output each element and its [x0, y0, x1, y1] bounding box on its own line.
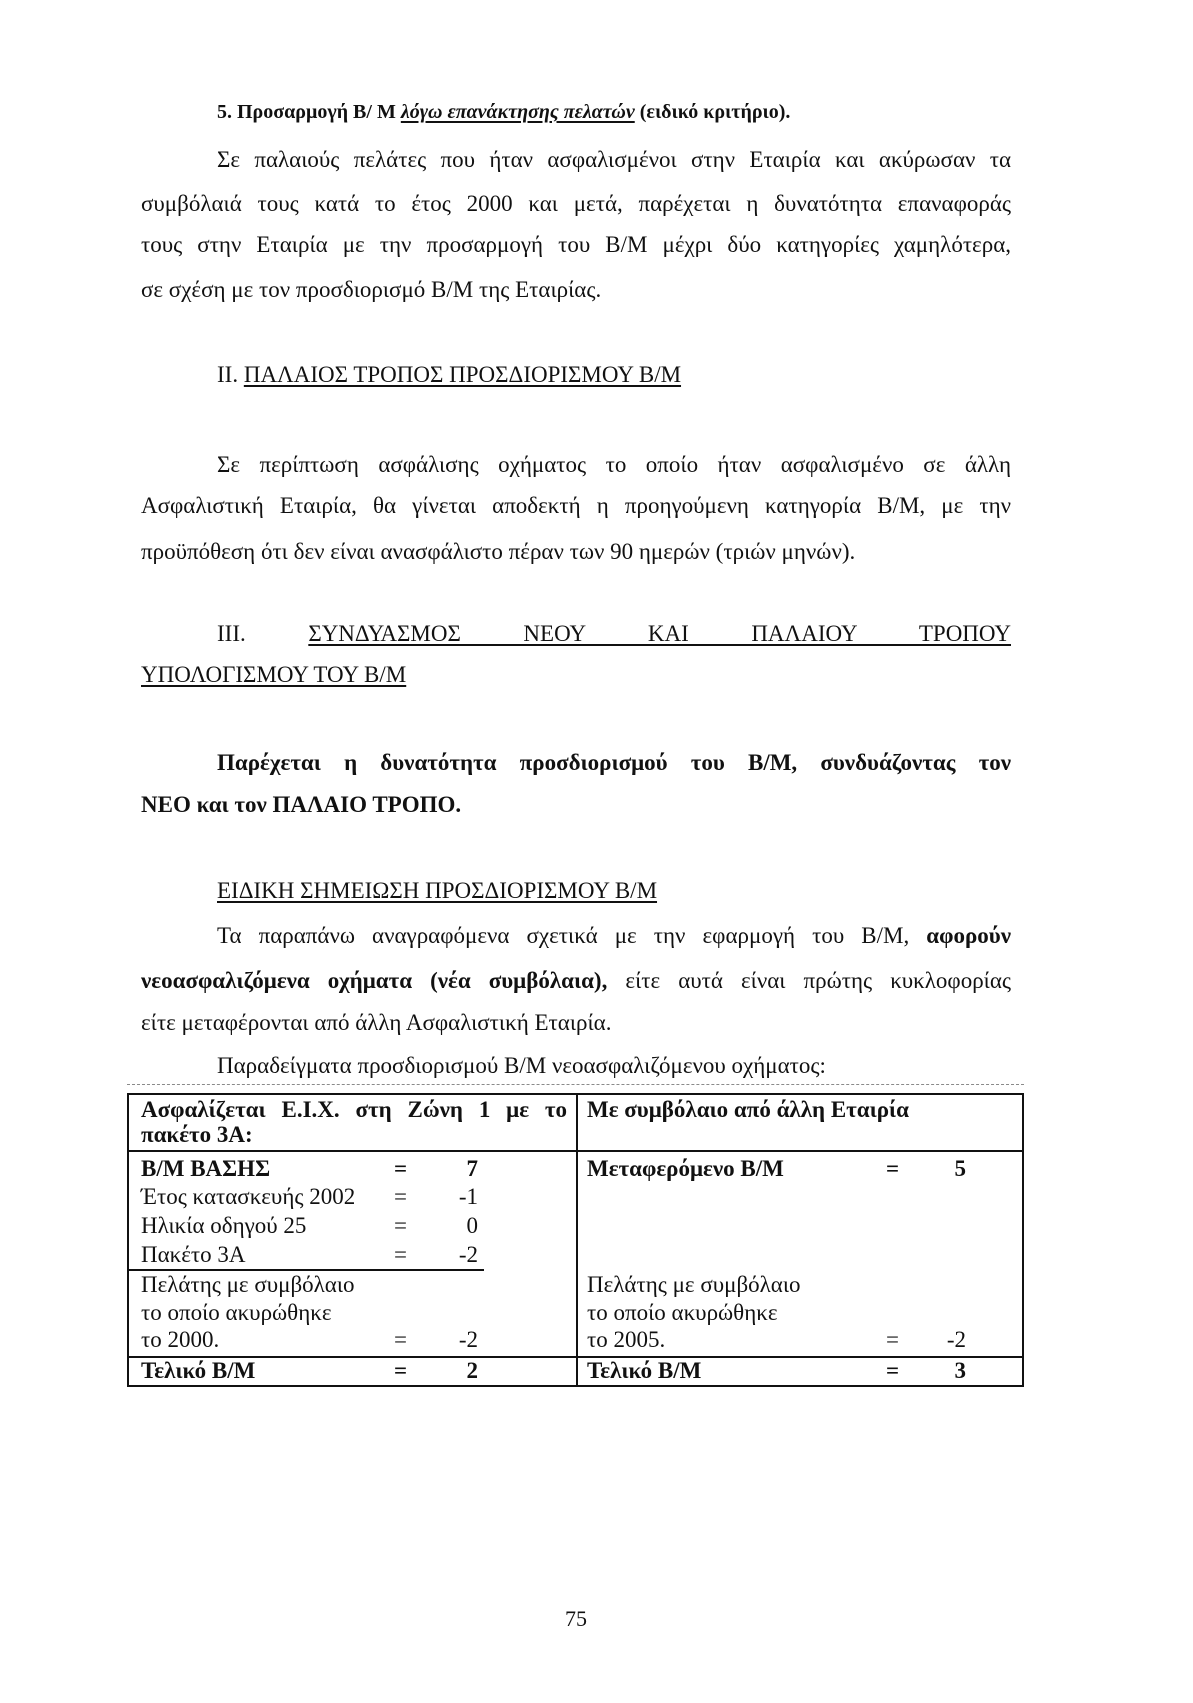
- row-label: Πακέτο 3Α: [141, 1242, 246, 1267]
- section-5-heading-emphasis: λόγω επανάκτησης πελατών: [400, 101, 635, 123]
- special-note-line: [141, 966, 1011, 996]
- section-5-paragraph-line: τους στην Εταιρία με την προσαρμογή του Β/Μ μέχρι δύο κατηγορίες χαμηλότερα,: [141, 232, 1011, 257]
- section-2-paragraph-line: Σε περίπτωση ασφάλισης οχήματος το οποίο ήταν ασφαλισμένο σε άλλη: [217, 452, 1011, 477]
- row-operator: =: [394, 1242, 407, 1267]
- row-operator: =: [394, 1184, 407, 1209]
- section-3-title-line-1: ΣΥΝΔΥΑΣΜΟΣ ΝΕΟΥ ΚΑΙ ΠΑΛΑΙΟΥ ΤΡΟΠΟΥ: [308, 621, 1011, 646]
- cancellation-line: Πελάτης με συμβόλαιο: [141, 1272, 355, 1297]
- table-row: [129, 1326, 1022, 1354]
- special-note-line-1-regular: Τα παραπάνω αναγραφόμενα σχετικά με την εφαρμογή του Β/Μ,: [217, 923, 910, 948]
- cancellation-line: το οποίο ακυρώθηκε: [587, 1300, 778, 1325]
- special-note-line-1-bold: αφορούν: [926, 923, 1012, 948]
- table-total-row: [129, 1357, 1022, 1385]
- section-5-heading-lead: 5. Προσαρμογή Β/ Μ: [217, 101, 396, 123]
- row-label: Μεταφερόμενο Β/Μ: [587, 1156, 784, 1181]
- total-value: 2: [466, 1358, 478, 1383]
- special-note-line-2-bold: νεοασφαλιζόμενα οχήματα (νέα συμβόλαια),: [141, 968, 608, 993]
- row-operator: =: [394, 1213, 407, 1238]
- section-2-paragraph-line: προϋπόθεση ότι δεν είναι ανασφάλιστο πέραν των 90 ημερών (τριών μηνών).: [141, 539, 856, 564]
- table-row: [129, 1241, 1022, 1269]
- row-operator: =: [886, 1327, 899, 1352]
- section-5-paragraph-line: συμβόλαιά τους κατά το έτος 2000 και μετά, παρέχεται η δυνατότητα επαναφοράς: [141, 191, 1011, 216]
- cancellation-line: το οποίο ακυρώθηκε: [141, 1300, 332, 1325]
- total-operator: =: [394, 1358, 408, 1383]
- row-value: 0: [466, 1213, 478, 1238]
- table-row: [129, 1212, 1022, 1240]
- table-row: [129, 1183, 1022, 1211]
- section-5-heading-tail: (ειδικό κριτήριο).: [639, 101, 791, 123]
- examples-table: [127, 1093, 1024, 1387]
- row-value: -2: [458, 1327, 478, 1352]
- row-value: 5: [954, 1156, 966, 1181]
- row-operator: =: [394, 1327, 407, 1352]
- left-column-header-line: πακέτο 3Α:: [141, 1122, 253, 1147]
- row-value: 7: [466, 1156, 478, 1181]
- section-5-heading: [217, 97, 790, 127]
- row-label: Ηλικία οδηγού 25: [141, 1213, 307, 1238]
- row-label: το 2000.: [141, 1327, 220, 1352]
- table-header-rule: [129, 1150, 1022, 1152]
- row-value: -2: [946, 1327, 966, 1352]
- row-label: Β/Μ ΒΑΣΗΣ: [141, 1156, 271, 1181]
- special-note-line: είτε μεταφέρονται από άλλη Ασφαλιστική Εταιρία.: [141, 1010, 612, 1035]
- special-note-line: [217, 921, 1011, 951]
- row-operator: =: [886, 1156, 900, 1181]
- total-label: Τελικό Β/Μ: [141, 1358, 256, 1383]
- row-label: Έτος κατασκευής 2002: [141, 1184, 356, 1209]
- cancellation-line: Πελάτης με συμβόλαιο: [587, 1272, 801, 1297]
- section-3-paragraph-line: Παρέχεται η δυνατότητα προσδιορισμού του Β/Μ, συνδυάζοντας τον: [217, 750, 1011, 775]
- section-2-number: II.: [217, 362, 239, 387]
- row-value: -2: [458, 1242, 478, 1267]
- row-label: το 2005.: [587, 1327, 666, 1352]
- section-3-heading-continued: [141, 660, 1011, 690]
- section-2-heading: [217, 360, 681, 390]
- table-row: [129, 1155, 1022, 1183]
- page-number: 75: [565, 1606, 587, 1631]
- section-2-title: ΠΑΛΑΙΟΣ ΤΡΟΠΟΣ ΠΡΟΣΔΙΟΡΙΣΜΟΥ Β/Μ: [243, 362, 682, 387]
- section-2-paragraph-line: Ασφαλιστική Εταιρία, θα γίνεται αποδεκτή η προηγούμενη κατηγορία Β/Μ, με την: [141, 493, 1011, 518]
- section-5-paragraph-line: Σε παλαιούς πελάτες που ήταν ασφαλισμένοι στην Εταιρία και ακύρωσαν τα: [217, 147, 1011, 172]
- section-3-title-line-2: ΥΠΟΛΟΓΙΣΜΟΥ ΤΟΥ Β/Μ: [141, 662, 407, 687]
- section-5-paragraph-line: σε σχέση με τον προσδιορισμό Β/Μ της Εταιρίας.: [141, 277, 602, 302]
- special-note-line-2-regular: είτε αυτά είναι πρώτης κυκλοφορίας: [625, 968, 1012, 993]
- row-operator: =: [394, 1156, 408, 1181]
- table-top-dashed-rule: [127, 1084, 1024, 1085]
- total-value: 3: [954, 1358, 966, 1383]
- row-value: -1: [458, 1184, 478, 1209]
- examples-intro: Παραδείγματα προσδιορισμού Β/Μ νεοασφαλιζόμενου οχήματος:: [217, 1053, 826, 1078]
- special-note-title: ΕΙΔΙΚΗ ΣΗΜΕΙΩΣΗ ΠΡΟΣΔΙΟΡΙΣΜΟΥ Β/Μ: [217, 878, 658, 903]
- total-operator: =: [886, 1358, 900, 1383]
- special-note-heading: [217, 876, 657, 906]
- section-3-number: III.: [217, 621, 246, 646]
- section-3-heading: [217, 619, 1011, 649]
- left-column-header-line: Ασφαλίζεται Ε.Ι.Χ. στη Ζώνη 1 με το: [141, 1097, 567, 1122]
- right-column-header: Με συμβόλαιο από άλλη Εταιρία: [587, 1097, 910, 1122]
- total-label: Τελικό Β/Μ: [587, 1358, 702, 1383]
- section-3-paragraph-line: ΝΕΟ και τον ΠΑΛΑΙΟ ΤΡΟΠΟ.: [141, 792, 462, 817]
